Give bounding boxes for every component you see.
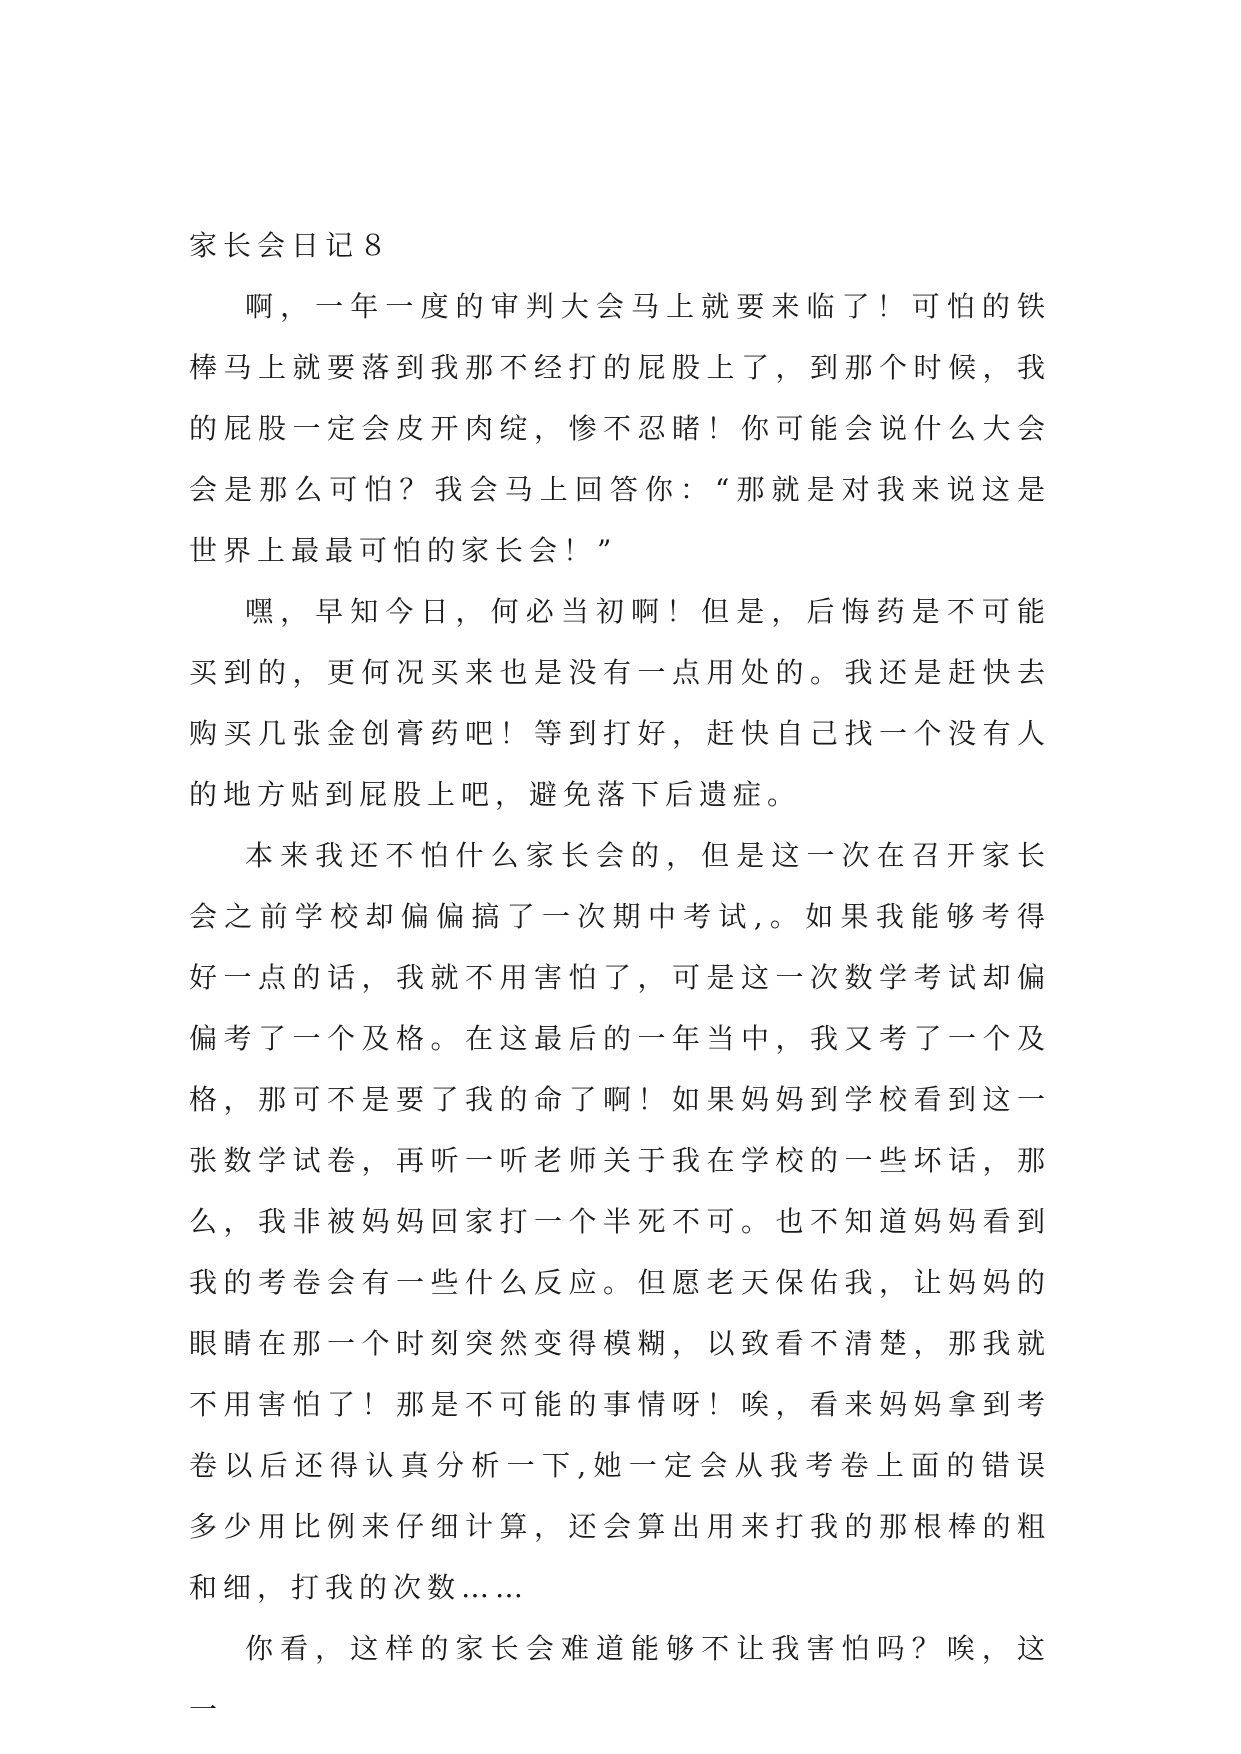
document-title: 家长会日记８ xyxy=(189,229,394,262)
paragraph-2: 嘿，早知今日，何必当初啊！但是，后悔药是不可能买到的，更何况买来也是没有一点用处的。我还是赶快去购买几张金创膏药吧！等到打好，赶快自己找一个没有人的地方贴到屁股上吧，避免落下后遗症。 xyxy=(189,595,1051,811)
paragraph-1: 啊，一年一度的审判大会马上就要来临了！可怕的铁棒马上就要落到我那不经打的屁股上了，到那个时候，我的屁股一定会皮开肉绽，惨不忍睹！你可能会说什么大会会是那么可怕？我会马上回答你：“那就是对我来说这是世界上最最可怕的家长会！” xyxy=(189,290,1051,567)
paragraph-3: 本来我还不怕什么家长会的，但是这一次在召开家长会之前学校却偏偏搞了一次期中考试,。如果我能够考得好一点的话，我就不用害怕了，可是这一次数学考试却偏偏考了一个及格。在这最后的一年当中，我又考了一个及格，那可不是要了我的命了啊！如果妈妈到学校看到这一张数学试卷，再听一听老师关于我在学校的一些坏话，那么，我非被妈妈回家打一个半死不可。也不知道妈妈看到我的考卷会有一些什么反应。但愿老天保佑我，让妈妈的眼睛在那一个时刻突然变得模糊，以致看不清楚，那我就不用害怕了！那是不可能的事情呀！唉，看来妈妈拿到考卷以后还得认真分析一下,她一定会从我考卷上面的错误多少用比例来仔细计算，还会算出用来打我的那根棒的粗和细，打我的次数…… xyxy=(189,839,1051,1604)
paragraph-4: 你看，这样的家长会难道能够不让我害怕吗？唉，这一 xyxy=(189,1632,1051,1726)
document-body xyxy=(189,215,1051,1740)
